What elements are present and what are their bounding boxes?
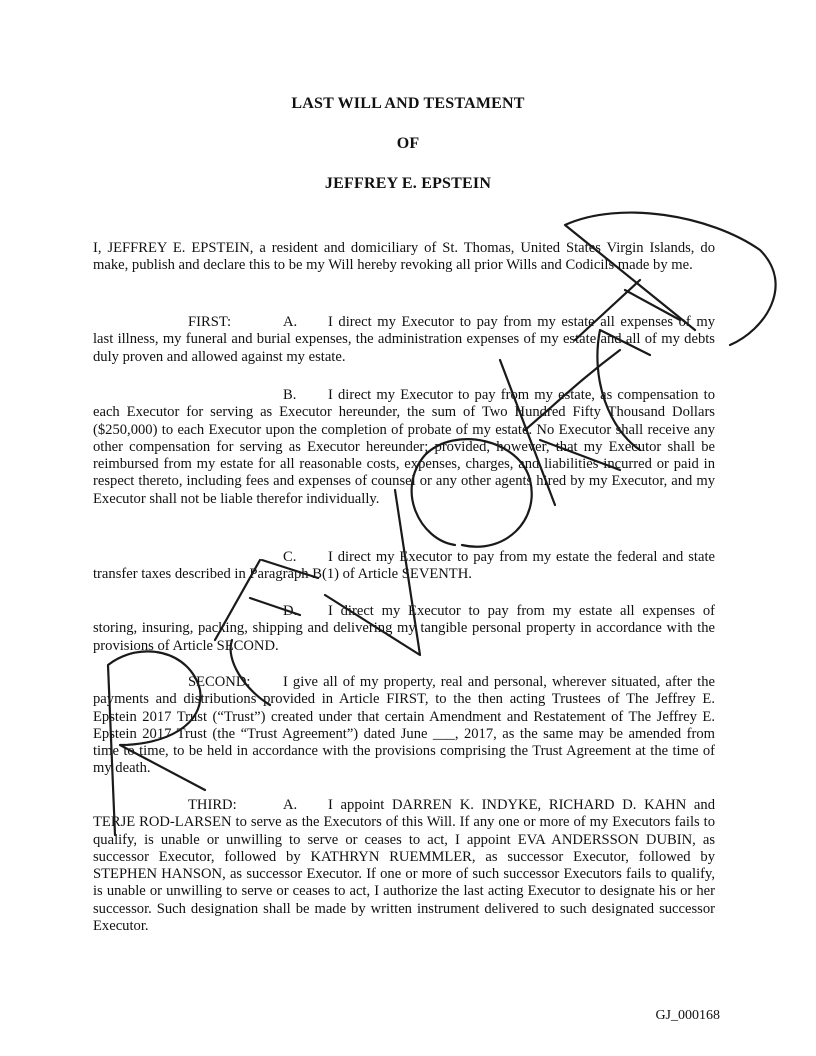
article-third-paragraph-a: [93, 797, 715, 935]
article-third-label: THIRD:: [188, 797, 237, 813]
paragraph-text: I direct my Executor to pay from my estate all expenses of my last illness, my funeral and burial expenses, the administration expenses of my estate and all of my debts duly proven and allowed against my estate.: [93, 314, 715, 365]
document-title-of: OF: [396, 135, 420, 152]
article-first-paragraph-b: [93, 387, 715, 508]
paragraph-letter: C.: [283, 549, 297, 565]
intro-text: I, JEFFREY E. EPSTEIN, a resident and domiciliary of St. Thomas, United States Virgin Islands, do make, publish and declare this to be my Will hereby revoking all prior Wills and Codicils made by me.: [93, 240, 715, 274]
article-first-paragraph-c: [93, 549, 715, 584]
paragraph-letter: A.: [283, 797, 298, 813]
paragraph-letter: B.: [283, 387, 297, 403]
paragraph-text: I appoint DARREN K. INDYKE, RICHARD D. KAHN and TERJE ROD-LARSEN to serve as the Executors of this Will. If any one or more of my Executors fails to qualify, is unable or unwilling to serve or ceases to act, I appoint EVA ANDERSSON DUBIN, as successor Executor, followed by KATHRYN RUEMMLER, as successor Executor, followed by STEPHEN HANSON, as successor Executor. If one or more of such successor Executors fails to qualify, is unable or unwilling to serve or ceases to act, I authorize the last acting Executor to designate his or her successor. Such designation shall be made by written instrument delivered to such designated successor Executor.: [93, 797, 715, 935]
paragraph-letter: D.: [283, 603, 298, 619]
article-first-paragraph-a: [93, 314, 715, 366]
paragraph-letter: A.: [283, 314, 298, 330]
article-first-paragraph-d: [93, 603, 715, 655]
intro-paragraph: [93, 240, 715, 275]
paragraph-text: I direct my Executor to pay from my estate, as compensation to each Executor for serving as Executor hereunder, the sum of Two Hundred Fifty Thousand Dollars ($250,000) to each Executor upon the completion of probate of my estate. No Executor shall receive any other compensation for serving as Executor hereunder; provided, however, that my Executor shall be reimbursed from my estate for all reasonable costs, expenses, charges, and liabilities incurred or paid in respect thereto, including fees and expenses of counsel or any other agents hired by my Executor, and my Executor shall not be liable therefor individually.: [93, 387, 715, 507]
testator-name-heading: JEFFREY E. EPSTEIN: [324, 175, 492, 192]
article-first-label: FIRST:: [188, 314, 232, 330]
paragraph-text: I give all of my property, real and personal, wherever situated, after the payments and distributions provided in Article FIRST, to the then acting Trustees of The Jeffrey E. Epstein 2017 Trust (“Trust”) created under that certain Amendment and Restatement of The Jeffrey E. Epstein 2017 Trust (the “Trust Agreement”) dated June ___, 2017, as the same may be amended from time to time, to be held in accordance with the provisions comprising the Trust Agreement at the time of my death.: [93, 674, 715, 777]
article-second-label: SECOND:: [188, 674, 251, 690]
article-second-paragraph: [93, 674, 715, 778]
paragraph-text: I direct my Executor to pay from my estate the federal and state transfer taxes described in Paragraph B(1) of Article SEVENTH.: [93, 549, 715, 583]
bates-number: GJ_000168: [655, 1008, 720, 1023]
document-title: LAST WILL AND TESTAMENT: [291, 95, 525, 112]
paragraph-text: I direct my Executor to pay from my estate all expenses of storing, insuring, packing, shipping and delivering my tangible personal property in accordance with the provisions of Article SECOND.: [93, 603, 715, 654]
